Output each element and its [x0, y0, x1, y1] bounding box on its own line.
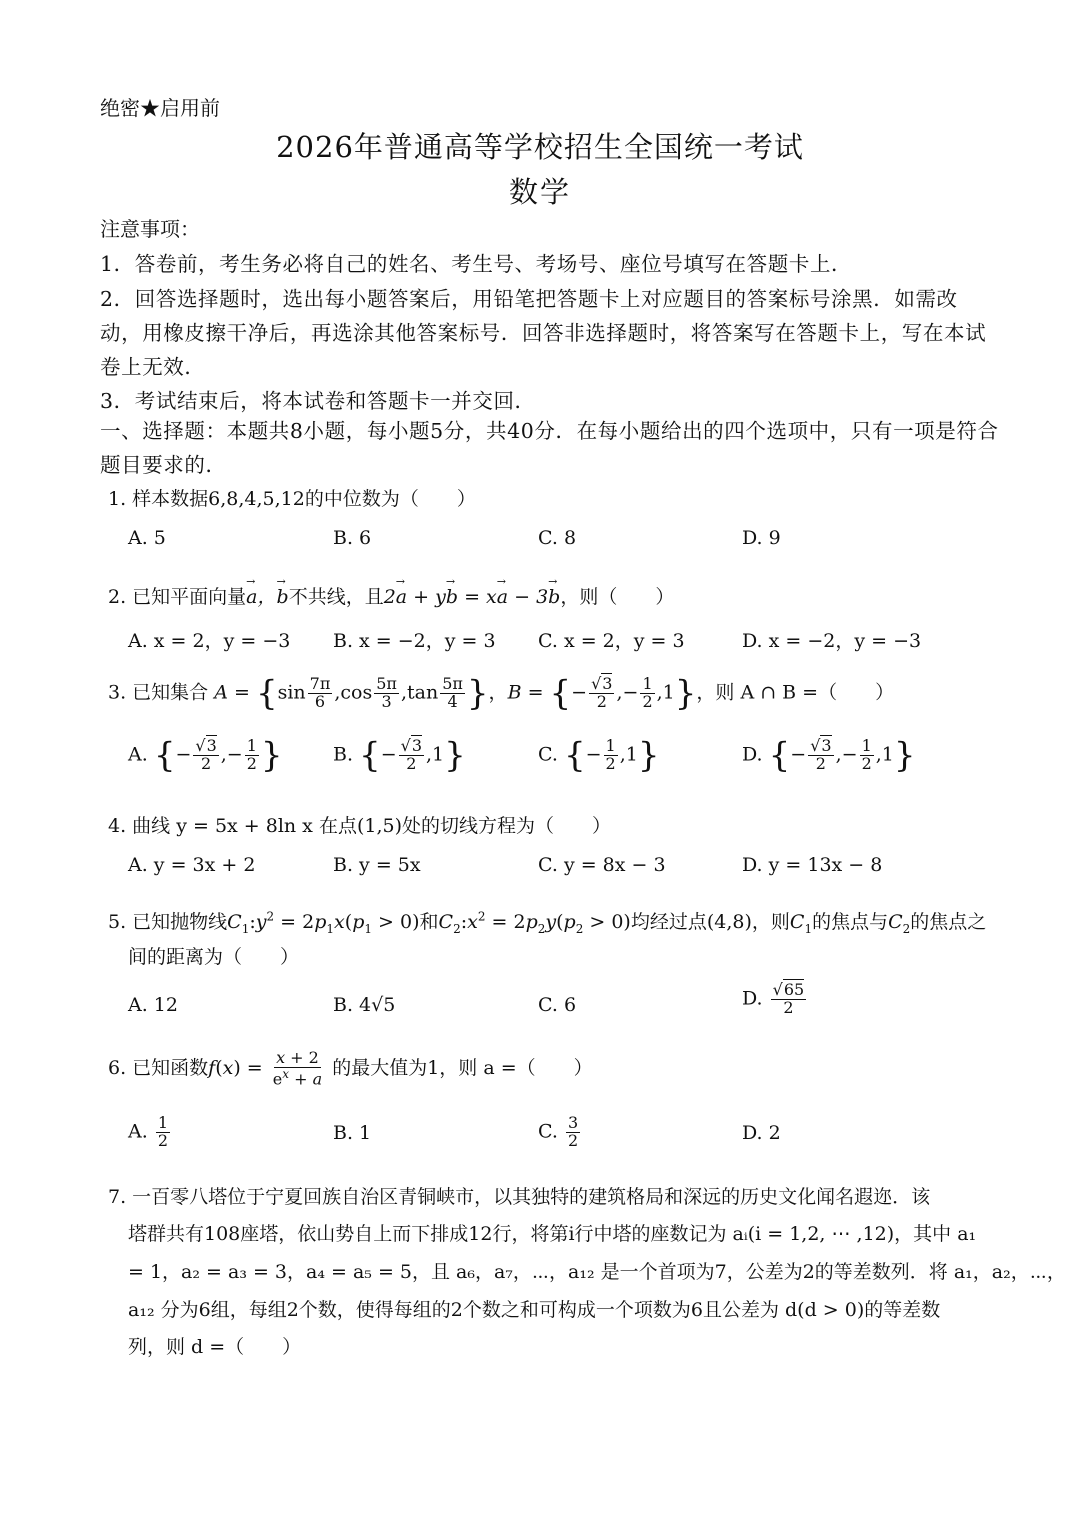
- question-1-option-c: C. 8: [538, 527, 577, 549]
- question-6-option-d: D. 2: [742, 1122, 781, 1144]
- question-6-option-b: B. 1: [333, 1122, 372, 1144]
- question-5-stem-line-1: 5. 已知抛物线$C_1:y^2 = 2p_1x(p_1 > 0)$和$C_2:x^2 = 2p_2y(p_2 > 0)$均经过点(4,8)，则$C_1$的焦点与$C_2$的焦点之: [108, 909, 987, 936]
- question-1-option-b: B. 6: [333, 527, 372, 549]
- notice-line-1: 1．答卷前，考生务必将自己的姓名、考生号、考场号、座位号填写在答题卡上．: [100, 252, 853, 276]
- question-4-option-a: A. y = 3x + 2: [128, 854, 256, 876]
- notice-line-2: 2．回答选择题时，选出每小题答案后，用铅笔把答题卡上对应题目的答案标号涂黑．如需改: [100, 287, 958, 311]
- notice-heading: 注意事项：: [100, 217, 200, 241]
- question-3-stem: 3. 已知集合 A = {sin $\frac{7\pi}{6}$ ,cos $\frac{5\pi}{3}$ ,tan $\frac{5\pi}{4}$ }，B = {− $\frac{√3}{2}$ ,− $\frac{1}{2}$ ,1}，则 A ∩ B =（ ）: [108, 673, 895, 714]
- question-3-option-b: B. {− $\frac{√3}{2}$ ,1}: [333, 735, 466, 776]
- question-2-option-d: D. x = −2，y = −3: [742, 630, 922, 652]
- confidential-label: 绝密★启用前: [100, 96, 220, 120]
- question-4-option-d: D. y = 13x − 8: [742, 854, 883, 876]
- exam-title: 2026年普通高等学校招生全国统一考试: [276, 130, 804, 164]
- subject-title: 数学: [508, 175, 571, 209]
- question-1-stem: 1. 样本数据6,8,4,5,12的中位数为（ ）: [108, 488, 476, 510]
- question-7-line-1: 7. 一百零八塔位于宁夏回族自治区青铜峡市，以其独特的建筑格局和深远的历史文化闻名遐迩．该: [108, 1186, 931, 1208]
- question-5-option-d: D. $\frac{√65}{2}$: [742, 980, 805, 1017]
- question-3-option-c: C. {− $\frac{1}{2}$ ,1}: [538, 735, 660, 776]
- question-7-line-2: 塔群共有108座塔，依山势自上而下排成12行，将第i行中塔的座数记为 aᵢ(i = 1,2, ⋯ ,12)，其中 a₁: [128, 1223, 977, 1245]
- question-1-option-a: A. 5: [128, 527, 166, 549]
- section-1-intro-line-2: 题目要求的．: [100, 453, 227, 477]
- question-5-option-c: C. 6: [538, 994, 577, 1016]
- question-4-option-c: C. y = 8x − 3: [538, 854, 666, 876]
- question-6-option-c: C. $\frac{3}{2}$: [538, 1113, 579, 1150]
- question-7-line-5: 列，则 d =（ ）: [128, 1336, 302, 1358]
- question-2-stem: 2. 已知平面向量→ a，→ b不共线，且2→ a + y→ b = x→ a − 3→ b，则（ ）: [108, 582, 674, 609]
- section-1-intro-line-1: 一、选择题：本题共8小题，每小题5分，共40分．在每小题给出的四个选项中，只有一项是符合: [100, 419, 999, 443]
- question-6-stem: 6. 已知函数f(x) = $\frac{x + 2}{e^x + a}$ 的最大值为1，则 a =（ ）: [108, 1048, 593, 1089]
- question-2-option-a: A. x = 2，y = −3: [128, 630, 291, 652]
- notice-line-4: 卷上无效．: [100, 355, 206, 379]
- question-7-line-4: a₁₂ 分为6组，每组2个数，使得每组的2个数之和可构成一个项数为6且公差为 d(d > 0)的等差数: [128, 1299, 941, 1321]
- question-2-option-c: C. x = 2，y = 3: [538, 630, 685, 652]
- question-6-option-a: A. $\frac{1}{2}$: [128, 1113, 168, 1150]
- question-5-option-a: A. 12: [128, 994, 178, 1016]
- question-5-option-b: B. 4√5: [333, 994, 396, 1016]
- question-1-option-d: D. 9: [742, 527, 781, 549]
- question-2-option-b: B. x = −2，y = 3: [333, 630, 496, 652]
- question-4-stem: 4. 曲线 y = 5x + 8ln x 在点(1,5)处的切线方程为（ ）: [108, 815, 611, 837]
- question-4-option-b: B. y = 5x: [333, 854, 421, 876]
- question-3-option-a: A. {− $\frac{√3}{2}$ ,− $\frac{1}{2}$ }: [128, 735, 283, 776]
- question-7-line-3: = 1，a₂ = a₃ = 3，a₄ = a₅ = 5，且 a₆，a₇，⋯，a₁₂ 是一个首项为7，公差为2的等差数列．将 a₁，a₂，⋯，: [128, 1261, 1066, 1283]
- notice-line-3: 动，用橡皮擦干净后，再选涂其他答案标号．回答非选择题时，将答案写在答题卡上，写在本试: [100, 321, 987, 345]
- question-5-stem-line-2: 间的距离为（ ）: [128, 946, 300, 968]
- question-3-option-d: D. {− $\frac{√3}{2}$ ,− $\frac{1}{2}$ ,1}: [742, 735, 916, 776]
- notice-line-5: 3．考试结束后，将本试卷和答题卡一并交回．: [100, 389, 536, 413]
